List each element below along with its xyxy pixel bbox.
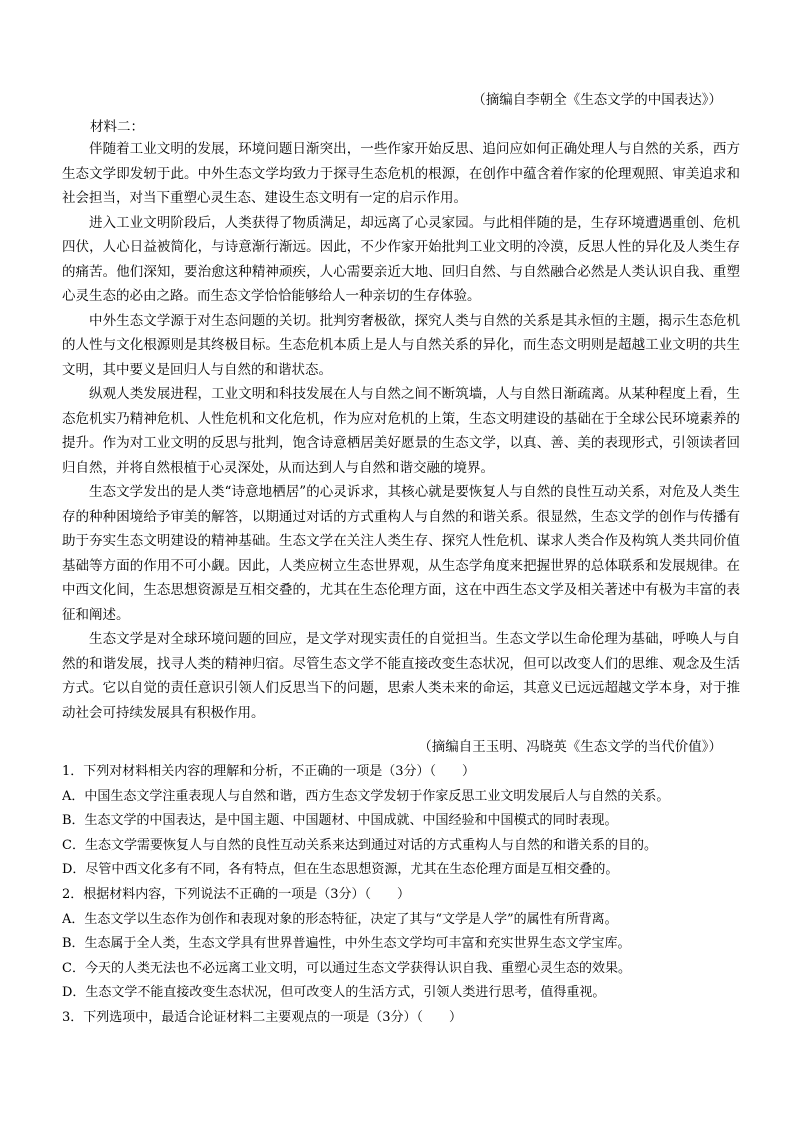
question-option: B．生态文学的中国表达，是中国主题、中国题材、中国成就、中国经验和中国模式的同时表现。 [62, 813, 618, 829]
question-option: A．中国生态文学注重表现人与自然和谐，西方生态文学发轫于作家反思工业文明发展后人与自然的关系。 [62, 788, 670, 804]
question-option: A．生态文学以生态作为创作和表现对象的形态特征，决定了其与“文学是人学”的属性有所背离。 [62, 911, 618, 927]
question-option: D．尽管中西文化多有不同，各有特点，但在生态思想资源，尤其在生态伦理方面是互相交叠的。 [62, 862, 619, 878]
question-option: D．生态文学不能直接改变生态状况，但可改变人的生活方式，引领人类进行思考，值得重视。 [62, 985, 606, 1001]
question-option: C．今天的人类无法也不必远离工业文明，可以通过生态文学获得认识自我、重塑心灵生态的效果。 [62, 960, 631, 976]
paragraph: 生态文学是对全球环境问题的回应，是文学对现实责任的自觉担当。生态文学以生命伦理为基础，呼唤人与自然的和谐发展，找寻人类的精神归宿。尽管生态文学不能直接改变生态状况，但可以改变人们的思维、观念及生活方式。它以自觉的责任意识引领人们反思当下的问题，思索人类未来的命运，其意义已远远超越文学本身，对于推动社会可持续发展具有积极作用。 [62, 631, 740, 721]
material-two-label: 材料二： [90, 119, 144, 135]
question-stem: 3．下列选项中，最适合论证材料二主要观点的一项是（3分）（ ） [62, 1009, 463, 1025]
paragraph: 生态文学发出的是人类“诗意地栖居”的心灵诉求，其核心就是要恢复人与自然的良性互动关系，对危及人类生存的种种困境给予审美的解答，以期通过对话的方式重构人与自然的和谐关系。很显然，生态文学的创作与传播有助于夯实生态文明建设的精神基础。生态文学在关注人类生存、探究人性危机、谋求人类合作及构筑人类共同价值基础等方面的作用不可小觑。因此，人类应树立生态世界观，从生态学角度来把握世界的总体联系和发展规律。在中西文化间，生态思想资源是互相交叠的，尤其在生态伦理方面，这在中西生态文学及相关著述中有极为丰富的表征和阐述。 [62, 484, 740, 623]
questions-section [62, 760, 752, 1031]
question-option: B．生态属于全人类，生态文学具有世界普遍性，中外生态文学均可丰富和充实世界生态文学宝库。 [62, 936, 631, 952]
source-citation-1: （摘编自李朝全《生态文学的中国表达》） [472, 92, 722, 108]
source-citation-2: （摘编自王玉明、冯晓英《生态文学的当代价值》） [418, 739, 722, 755]
paragraph: 纵观人类发展进程，工业文明和科技发展在人与自然之间不断筑墙，人与自然日渐疏离。从某种程度上看，生态危机实乃精神危机、人性危机和文化危机，作为应对危机的上策，生态文明建设的基础在于全球公民环境素养的提升。作为对工业文明的反思与批判，饱含诗意栖居美好愿景的生态文学，以真、善、美的表现形式，引领读者回归自然，并将自然根植于心灵深处，从而达到人与自然和谐交融的境界。 [62, 386, 740, 476]
material-two-body [62, 137, 740, 725]
question-stem: 2．根据材料内容，下列说法不正确的一项是（3分）（ ） [62, 886, 411, 902]
question-stem: 1．下列对材料相关内容的理解和分析，不正确的一项是（3分）（ ） [62, 764, 476, 779]
question-option: C．生态文学需要恢复人与自然的良性互动关系来达到通过对话的方式重构人与自然的和谐关系的目的。 [62, 837, 657, 853]
paragraph: 伴随着工业文明的发展，环境问题日渐突出，一些作家开始反思、追问应如何正确处理人与自然的关系，西方生态文学即发轫于此。中外生态文学均致力于探寻生态危机的根源，在创作中蕴含着作家的伦理观照、审美追求和社会担当，对当下重塑心灵生态、建设生态文明有一定的启示作用。 [62, 141, 740, 206]
paragraph: 进入工业文明阶段后，人类获得了物质满足，却远离了心灵家园。与此相伴随的是，生存环境遭遇重创、危机四伏，人心日益被简化，与诗意渐行渐远。因此，不少作家开始批判工业文明的冷漠，反思人性的异化及人类生存的痛苦。他们深知，要治愈这种精神顽疾，人心需要亲近大地、回归自然、与自然融合必然是人类认识自我、重塑心灵生态的必由之路。而生态文学恰恰能够给人一种亲切的生存体验。 [62, 214, 740, 304]
paragraph: 中外生态文学源于对生态问题的关切。批判穷奢极欲，探究人类与自然的关系是其永恒的主题，揭示生态危机的人性与文化根源则是其终极目标。生态危机本质上是人与自然关系的异化，而生态文明则是超越工业文明的共生文明，其中要义是回归人与自然的和谐状态。 [62, 312, 740, 378]
